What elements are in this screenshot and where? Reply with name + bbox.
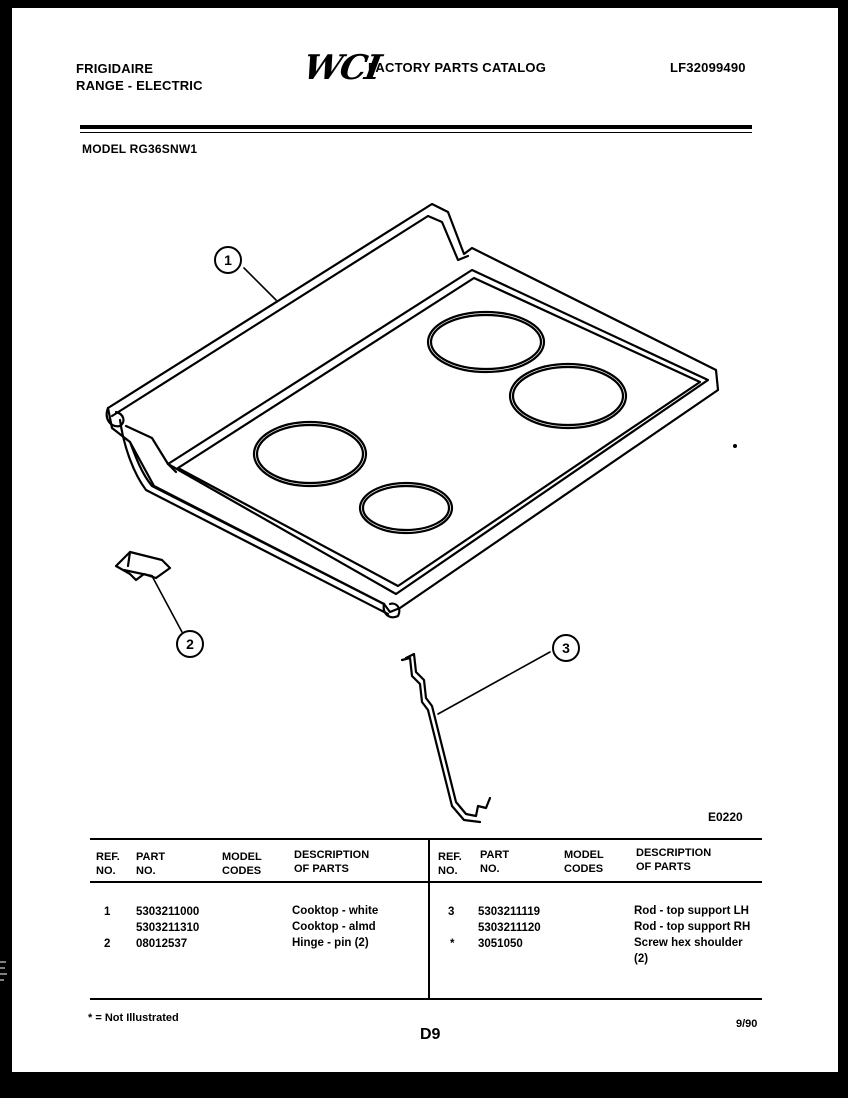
footnote: * = Not Illustrated	[88, 1012, 179, 1024]
header-ref-no: REF. NO.	[96, 851, 120, 877]
page-number: D9	[420, 1026, 441, 1043]
header-ref-no-right: REF. NO.	[438, 851, 462, 877]
header-description-right: DESCRIPTION OF PARTS	[636, 847, 712, 873]
table-row-desc: Screw hex shoulder (2)	[634, 937, 743, 965]
header-model-codes-right: MODEL CODES	[564, 849, 604, 875]
burner-opening	[428, 312, 544, 372]
catalog-title: FACTORY PARTS CATALOG	[368, 60, 547, 75]
header-description: DESCRIPTION OF PARTS	[294, 849, 370, 875]
model-number: MODEL RG36SNW1	[82, 142, 198, 156]
table-bottom-rule	[90, 998, 762, 1000]
burner-opening	[254, 422, 366, 486]
table-row-ref: 2	[104, 938, 111, 950]
cooktop-outline	[108, 204, 718, 612]
table-header-rule	[90, 881, 762, 883]
table-row-desc: Rod - top support LH Rod - top support RH	[634, 905, 751, 933]
burner-opening	[363, 486, 449, 530]
callout-leader-2	[152, 576, 182, 632]
illustration-code: E0220	[708, 810, 743, 824]
callout-label-3: 3	[562, 640, 570, 656]
parts-catalog-page	[12, 8, 838, 1072]
table-column-divider	[428, 838, 430, 998]
header-model-codes: MODEL CODES	[222, 851, 262, 877]
product-type: RANGE - ELECTRIC	[76, 78, 203, 93]
table-row-parts: 5303211000 5303211310	[136, 906, 200, 934]
wci-logo: WCI	[300, 48, 383, 88]
callout-leader-3	[438, 652, 550, 714]
callout-label-1: 1	[224, 252, 232, 268]
table-row-desc: Hinge - pin (2)	[292, 937, 369, 949]
stray-dot	[733, 444, 737, 448]
brand-name: FRIGIDAIRE	[76, 61, 154, 76]
table-row-desc: Cooktop - white Cooktop - almd	[292, 905, 379, 933]
callout-label-2: 2	[186, 636, 194, 652]
table-row-parts: 3051050	[478, 938, 523, 950]
table-row-parts: 08012537	[136, 938, 188, 950]
header-part-no-right: PART NO.	[480, 849, 510, 875]
scan-edge-mark	[0, 958, 8, 988]
burner-opening	[360, 483, 452, 533]
catalog-date: 9/90	[736, 1018, 758, 1030]
document-code: LF32099490	[670, 60, 746, 75]
callout-leader-1	[244, 268, 276, 300]
header-part-no: PART NO.	[136, 851, 166, 877]
hinge-pin	[116, 552, 170, 580]
burner-opening	[257, 425, 363, 483]
table-row-ref: 3	[448, 906, 455, 918]
burner-opening	[510, 364, 626, 428]
burner-opening	[513, 367, 623, 425]
table-row-ref: 1	[104, 906, 111, 918]
table-top-rule	[90, 838, 762, 840]
table-row-ref: *	[450, 938, 455, 950]
table-row-parts: 5303211119 5303211120	[478, 906, 541, 934]
burner-opening	[431, 315, 541, 369]
exploded-parts-diagram	[12, 8, 838, 848]
